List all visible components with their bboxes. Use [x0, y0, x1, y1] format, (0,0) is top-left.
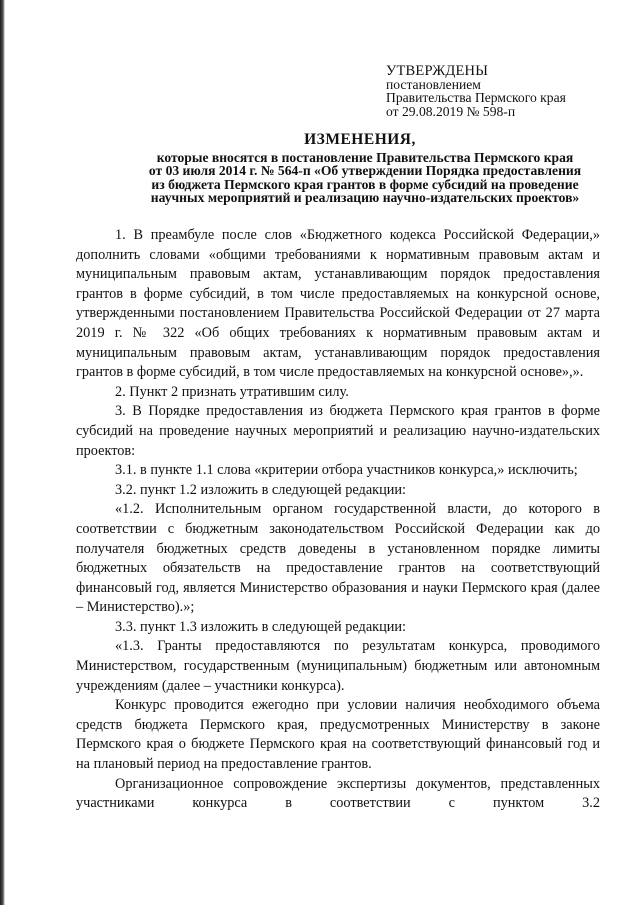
document-title: ИЗМЕНЕНИЯ, — [304, 131, 416, 148]
approval-heading: УТВЕРЖДЕНЫ — [386, 63, 489, 79]
paragraph: Организационное сопровождение экспертизы документов, представленных участниками конкурса в соответствии с пунктом 3.2 — [76, 775, 600, 812]
paragraph: Конкурс проводится ежегодно при условии наличия необходимого объема средств бюджета Пермского края, предусмотренных Министерству в законе Пермского края о бюджете Пермского края на соответствующий финансовый год и на плановый период на предоставление грантов. — [76, 697, 600, 773]
subtitle-line: научных мероприятий и реализацию научно-издательских проектов» — [150, 189, 580, 205]
scan-edge — [0, 0, 5, 905]
paragraph: «1.3. Гранты предоставляются по результатам конкурса, проводимого Министерством, государственным (муниципальным) бюджетным или автономным учреждениям (далее – участники конкурса). — [76, 638, 600, 694]
approval-date-number: от 29.08.2019 № 598-п — [386, 103, 516, 119]
document-body — [76, 226, 600, 814]
paragraph: 3.1. в пункте 1.1 слова «критерии отбора участников конкурса,» исключить; — [115, 462, 578, 479]
subtitle-line: которые вносятся в постановление Правительства Пермского края — [156, 150, 574, 165]
subtitle-line: от 03 июля 2014 г. № 564-п «Об утверждении Порядка предоставления — [148, 163, 582, 179]
paragraph: 3.3. пункт 1.3 изложить в следующей редакции: — [115, 618, 407, 635]
paragraph: 3.2. пункт 1.2 изложить в следующей редакции: — [115, 481, 407, 498]
paragraph: 3. В Порядке предоставления из бюджета Пермского края грантов в форме субсидий на проведение научных мероприятий и реализацию научно-издательских проектов: — [76, 403, 600, 459]
paragraph: 1. В преамбуле после слов «Бюджетного кодекса Российской Федерации,» дополнить словами «общими требованиями к нормативным правовым актам и муниципальным правовым актам, устанавливающим порядок предоставления грантов в форме субсидий, в том числе предоставляемых на конкурсной основе, утвержденными постановлением Правительства Российской Федерации от 27 марта 2019 г. № 322 «Об общих требованиях к нормативным правовым актам и муниципальным правовым актам, устанавливающим порядок предоставления грантов в форме субсидий, в том числе предоставляемых на конкурсной основе»,». — [76, 227, 600, 381]
paragraph: «1.2. Исполнительным органом государственной власти, до которого в соответствии с бюджетным законодательством Российской Федерации как до получателя бюджетных средств доведены в установленном порядке лимиты бюджетных обязательств на предоставление грантов на соответствующий финансовый год, является Министерство образования и науки Пермского края (далее – Министерство).»; — [76, 501, 600, 616]
subtitle-line: из бюджета Пермского края грантов в форме субсидий на проведение — [151, 176, 579, 192]
approval-block — [386, 65, 636, 118]
document-subtitle — [75, 151, 640, 204]
paragraph: 2. Пункт 2 признать утратившим силу. — [115, 383, 349, 400]
approval-line: постановлением — [386, 77, 481, 93]
approval-line: Правительства Пермского края — [386, 90, 566, 106]
